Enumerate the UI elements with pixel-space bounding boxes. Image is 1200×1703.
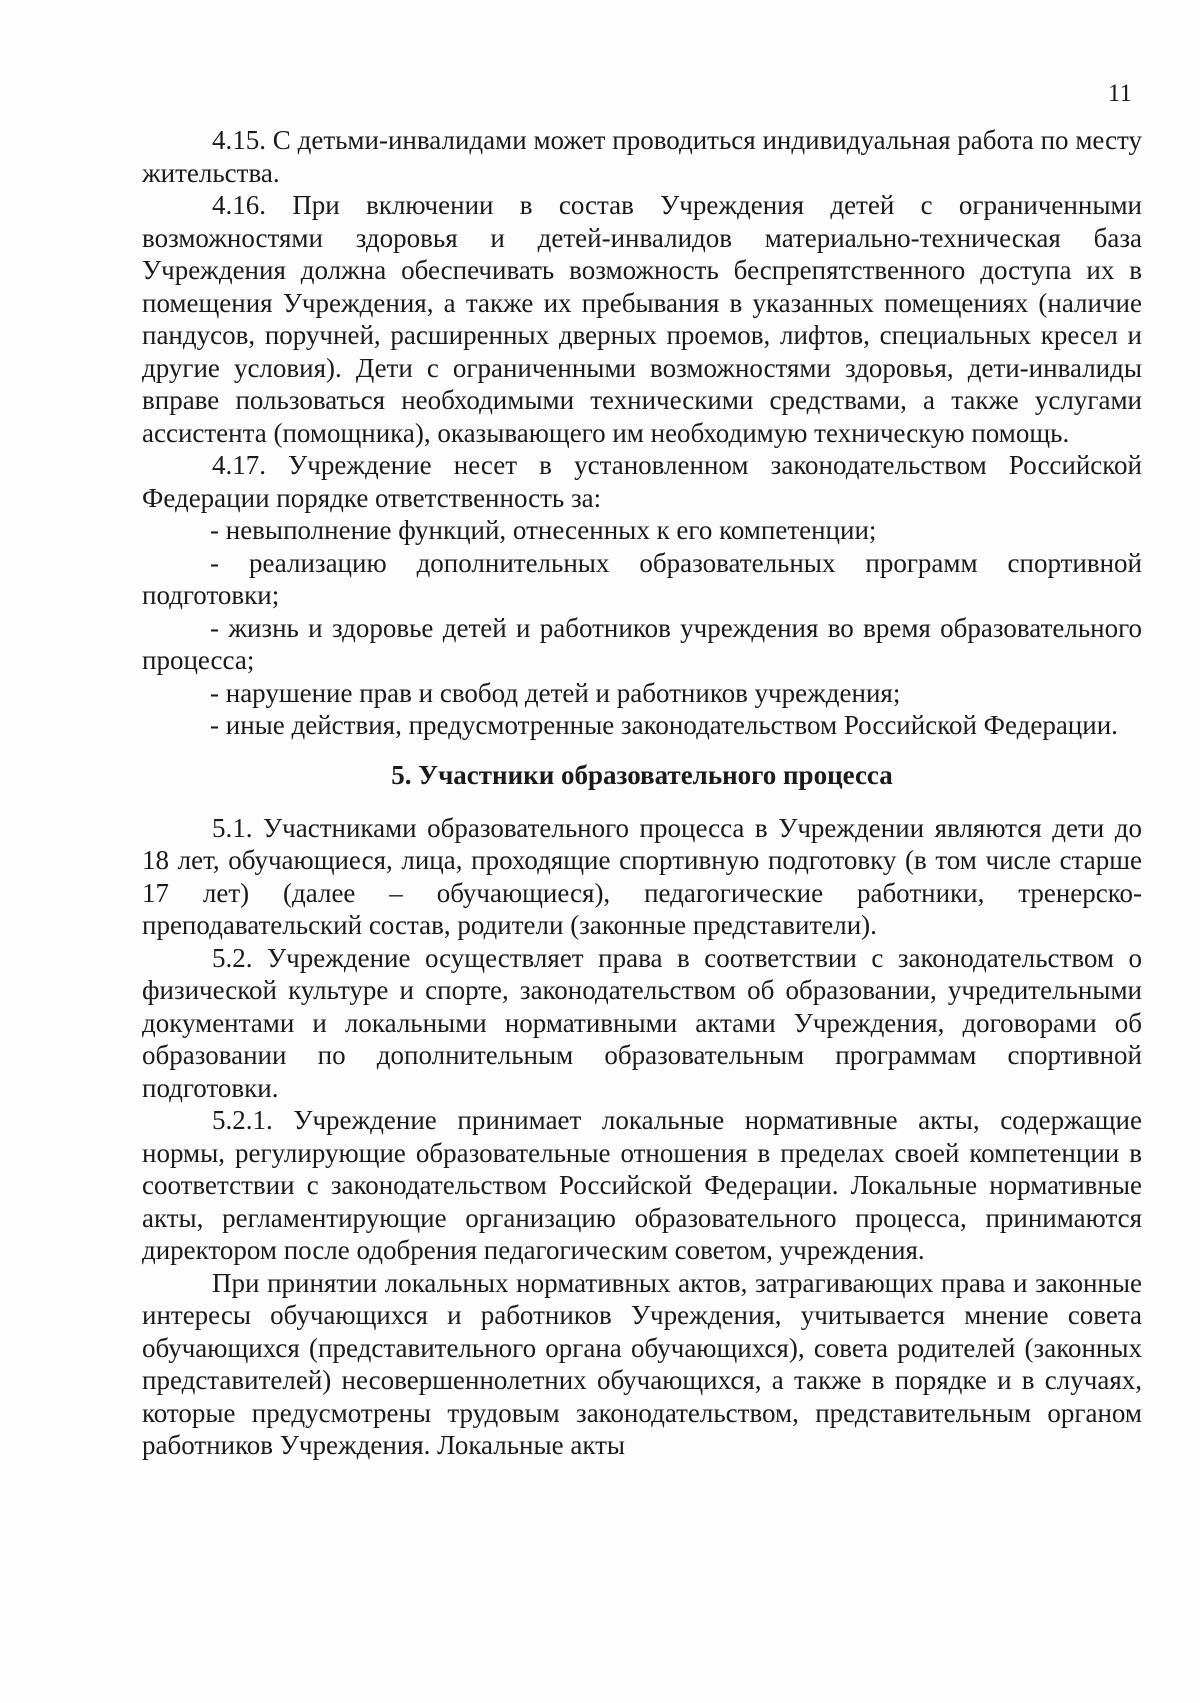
section-heading: 5. Участники образовательного процесса [391, 759, 893, 790]
liability-item: - невыполнение функций, отнесенных к его компетенции; [210, 515, 877, 545]
liability-item: - жизнь и здоровье детей и работников учреждения во время образовательного процесса; [142, 612, 1142, 675]
paragraph-5-1: 5.1. Участниками образовательного процесса в Учреждении являются дети до 18 лет, обучающиеся, лица, проходящие спортивную подготовку (в том числе старше 17 лет) (далее – обучающиеся), педагогические работники, тренерско-преподавательский состав, родители (законные представители). [142, 812, 1142, 940]
liability-item: - реализацию дополнительных образовательных программ спортивной подготовки; [142, 547, 1142, 610]
paragraph-4-15: 4.15. С детьми-инвалидами может проводиться индивидуальная работа по месту жительства. [142, 125, 1142, 188]
page-number: 11 [1107, 80, 1132, 107]
paragraph-4-17: 4.17. Учреждение несет в установленном законодательством Российской Федерации порядке ответственность за: [142, 450, 1142, 513]
liability-item: - иные действия, предусмотренные законодательством Российской Федерации. [210, 710, 1118, 740]
paragraph-4-16: 4.16. При включении в состав Учреждения детей с ограниченными возможностями здоровья и детей-инвалидов материально-техническая база Учреждения должна обеспечивать возможность беспрепятственного доступа их в помещения Учреждения, а также их пребывания в указанных помещениях (наличие пандусов, поручней, расширенных дверных проемов, лифтов, специальных кресел и другие условия). Дети с ограниченными возможностями здоровья, дети-инвалиды вправе пользоваться необходимыми техническими средствами, а также услугами ассистента (помощника), оказывающего им необходимую техническую помощь. [142, 190, 1142, 448]
document-body [142, 124, 1142, 1462]
paragraph-5-2-1: 5.2.1. Учреждение принимает локальные нормативные акты, содержащие нормы, регулирующие образовательные отношения в пределах своей компетенции в соответствии с законодательством Российской Федерации. Локальные нормативные акты, регламентирующие организацию образовательного процесса, принимаются директором после одобрения педагогическим советом, учреждения. [142, 1105, 1142, 1265]
paragraph-5-2: 5.2. Учреждение осуществляет права в соответствии с законодательством о физической культуре и спорте, законодательством об образовании, учредительными документами и локальными нормативными актами Учреждения, договорами об образовании по дополнительным образовательным программам спортивной подготовки. [142, 942, 1142, 1103]
paragraph-local-acts: При принятии локальных нормативных актов, затрагивающих права и законные интересы обучающихся и работников Учреждения, учитывается мнение совета обучающихся (представительного органа обучающихся), совета родителей (законных представителей) несовершеннолетних обучающихся, а также в порядке и в случаях, которые предусмотрены трудовым законодательством, представительным органом работников Учреждения. Локальные акты [142, 1267, 1142, 1460]
liability-item: - нарушение прав и свобод детей и работников учреждения; [210, 677, 901, 708]
